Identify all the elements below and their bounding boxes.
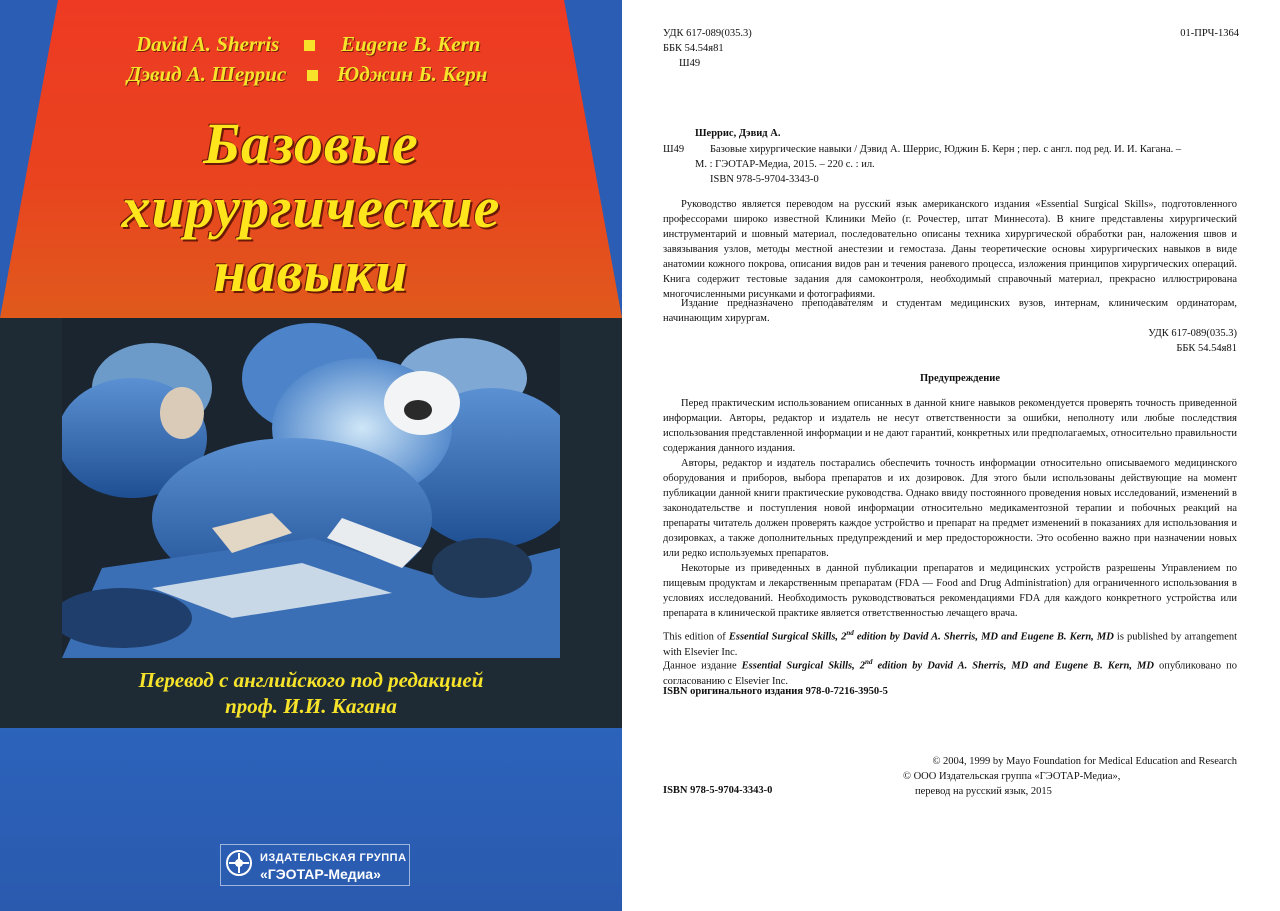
cover-subtitle-line-1: Перевод с английского под редакцией: [138, 668, 484, 692]
surgery-photo-illustration: [62, 318, 560, 658]
catalog-line-1: Базовые хирургические навыки / Дэвид А. Шеррис, Юджин Б. Керн ; пер. с англ. под ред. И. И. Кагана. –: [710, 144, 1182, 155]
edition-en-book: Essential Surgical Skills, 2: [728, 631, 847, 643]
edition-en-mid: edition: [853, 631, 890, 643]
edition-ru-book: Essential Surgical Skills, 2: [741, 660, 866, 672]
author-mark: Ш49: [679, 58, 701, 69]
edition-ru-pre: Данное издание: [663, 660, 742, 672]
annotation-paragraph-2: Издание предназначено преподавателям и студентам медицинских вузов, интернам, клиническим ординаторам, начинающим хирургам.: [663, 298, 1237, 324]
cover-title-line-1: Базовые: [203, 111, 419, 176]
bbk-code-2: ББК 54.54я81: [1176, 343, 1237, 354]
author-ru-2: Юджин Б. Керн: [337, 62, 488, 86]
catalog-code: 01-ПРЧ-1364: [1180, 28, 1239, 39]
copyright-line-2: © ООО Издательская группа «ГЭОТАР-Медиа»,: [903, 771, 1121, 782]
catalog-author-mark: Ш49: [663, 144, 685, 155]
warning-paragraph-3: Некоторые из приведенных в данной публикации препаратов и медицинских устройств разрешены Управлением по пищевым продуктам и лекарственным препаратам (FDA — Food and Drug Administration) для ограниченного использования в условиях исследований. Необходимость руководствоваться рекомендациями FDA для каждого конкретного устройства или препарата в клинической практике является ответственностью лечащего врача.: [663, 563, 1237, 619]
catalog-line-2: М. : ГЭОТАР-Медиа, 2015. – 220 с. : ил.: [695, 159, 875, 170]
author-ru-1: Дэвид А. Шеррис: [127, 62, 287, 86]
copyright-line-1: © 2004, 1999 by Mayo Foundation for Medical Education and Research: [932, 756, 1237, 767]
edition-en-pre: This edition of: [663, 631, 729, 643]
isbn-original: ISBN оригинального издания 978-0-7216-3950-5: [663, 686, 888, 697]
edition-ru-mid: edition: [872, 660, 913, 672]
copyright-line-3: перевод на русский язык, 2015: [915, 786, 1052, 797]
edition-ru-post: опубликовано по согласованию с Elsevier Inc.: [663, 660, 1237, 687]
edition-en-by: by David A. Sherris, MD and Eugene B. Kern, MD: [889, 631, 1114, 643]
udk-code: УДК 617-089(035.3): [663, 28, 752, 39]
udk-code-2: УДК 617-089(035.3): [1148, 328, 1237, 339]
cover-title-line-2: хирургические: [121, 175, 501, 240]
publisher-line-1: ИЗДАТЕЛЬСКАЯ ГРУППА: [260, 852, 407, 864]
warning-paragraph-1: Перед практическим использованием описанных в данной книге навыков рекомендуется проверять точность приведенной информации. Авторы, редактор и издатель не несут ответственности за ошибки, неполноту или любые последствия использования представленной информации и не дают гарантий, конкретных или предполагаемых, относительно правильности содержания данного издания.: [663, 398, 1237, 454]
cover-title-line-3: навыки: [213, 239, 409, 304]
publisher-line-2: «ГЭОТАР-Медиа»: [260, 866, 381, 882]
imprint-page: [640, 0, 1280, 911]
edition-en-post: is published by arrangement with Elsevier Inc.: [663, 631, 1237, 658]
author-separator: [304, 40, 315, 51]
annotation-paragraph-1: Руководство является переводом на русский язык американского издания «Essential Surgical Skills», подготовленного профессорами широко известной Клиники Мейо (г. Рочестер, штат Миннесота). В книге представлены хирургический инструментарий и шовный материал, последовательно описаны техника хирургической обработки ран, наложения швов и завязывания узлов, методы местной анестезии и гемостаза. Даны теоретические основы хирургических навыков в виде анатомии кожного покрова, описания видов ран и течения раневого процесса, изложения принципов хирургических операций. Книга содержит тестовые задания для самоконтроля, необходимый справочный материал, прекрасно иллюстрирована многочисленными рисунками и фотографиями.: [663, 199, 1237, 300]
warning-title: Предупреждение: [920, 373, 1000, 384]
author-en-1: David A. Sherris: [136, 32, 280, 56]
publisher-logo-icon: [224, 848, 254, 878]
bbk-code: ББК 54.54я81: [663, 43, 724, 54]
cover-subtitle-line-2: проф. И.И. Кагана: [225, 694, 397, 718]
isbn: ISBN 978-5-9704-3343-0: [663, 785, 773, 796]
catalog-author: Шеррис, Дэвид А.: [695, 128, 781, 139]
author-separator: [307, 70, 318, 81]
edition-ru-by: by David A. Sherris, MD and Eugene B. Kern, MD: [912, 660, 1154, 672]
warning-paragraph-2: Авторы, редактор и издатель постарались обеспечить точность информации относительно описываемого медицинского оборудования и приборов, выбора препаратов и их дозировок. Для этого были использованы действующие на момент публикации данной книги практические руководства. Однако ввиду постоянного проведения новых исследований, изменений в законодательстве и поступления новой информации относительно медикаментозной терапии и побочных реакций на препараты читатель должен проверять каждое устройство и препарат на предмет изменений в показаниях для использования и дозировках, а также дополнительных предупреждений и мер предосторожности. Это особенно важно при назначении новых или редко используемых препаратов.: [663, 458, 1237, 559]
catalog-line-3: ISBN 978-5-9704-3343-0: [710, 174, 819, 185]
edition-ru-sup: nd: [865, 658, 873, 666]
publisher-name: [260, 852, 407, 882]
edition-en-sup: nd: [846, 629, 854, 637]
author-en-2: Eugene B. Kern: [341, 32, 481, 56]
surgery-photo: [62, 318, 560, 658]
book-cover: [0, 0, 622, 911]
